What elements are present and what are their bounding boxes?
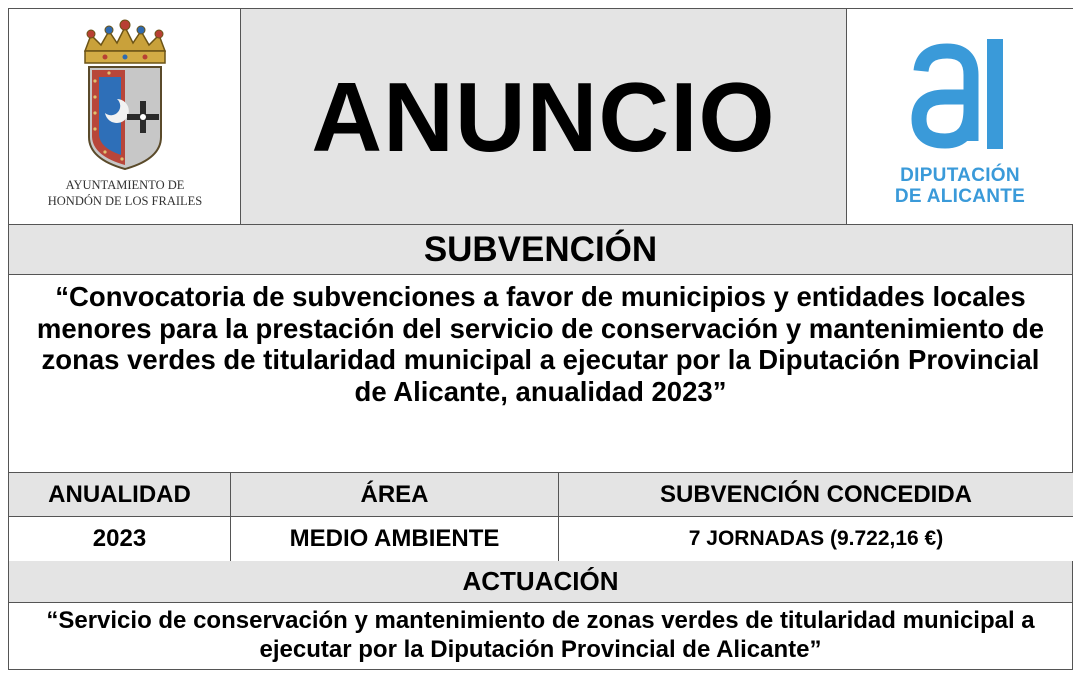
- subvencion-description: “Convocatoria de subvenciones a favor de municipios y entidades locales menores para la prestación del servicio de conservación y mantenimiento de zonas verdes de titularidad municipal a ejecutar por la Diputación Provincial de Alicante, anualidad 2023”: [9, 275, 1072, 473]
- ayuntamiento-name-line1: AYUNTAMIENTO DE: [65, 178, 185, 192]
- table-cell-subvencion: 7 JORNADAS (9.722,16 €): [559, 517, 1073, 561]
- title-cell: [241, 9, 847, 224]
- ayuntamiento-logo-cell: [9, 9, 241, 224]
- table-cell-anualidad: 2023: [9, 517, 231, 561]
- diputacion-logo-cell: [847, 9, 1073, 224]
- table-header-subvencion: SUBVENCIÓN CONCEDIDA: [559, 473, 1073, 517]
- diputacion-name-line2: DE ALICANTE: [894, 186, 1026, 207]
- diputacion-name-line1: DIPUTACIÓN: [900, 165, 1020, 186]
- header-row: [9, 9, 1072, 225]
- details-table: [9, 473, 1072, 561]
- table-cell-area: MEDIO AMBIENTE: [231, 517, 559, 561]
- subvencion-heading: SUBVENCIÓN: [9, 225, 1072, 275]
- actuacion-heading: ACTUACIÓN: [9, 561, 1072, 603]
- page-title: ANUNCIO: [311, 61, 776, 172]
- coat-of-arms-icon: [9, 9, 241, 179]
- table-header-area: ÁREA: [231, 473, 559, 517]
- table-header-anualidad: ANUALIDAD: [9, 473, 231, 517]
- diputacion-al-logo-icon: [847, 9, 1073, 159]
- actuacion-description: “Servicio de conservación y mantenimiento de zonas verdes de titularidad municipal a ejecutar por la Diputación Provincial de Alicante”: [46, 607, 1035, 663]
- announcement-sheet: [8, 8, 1073, 670]
- ayuntamiento-name-line2: HONDÓN DE LOS FRAILES: [47, 194, 203, 208]
